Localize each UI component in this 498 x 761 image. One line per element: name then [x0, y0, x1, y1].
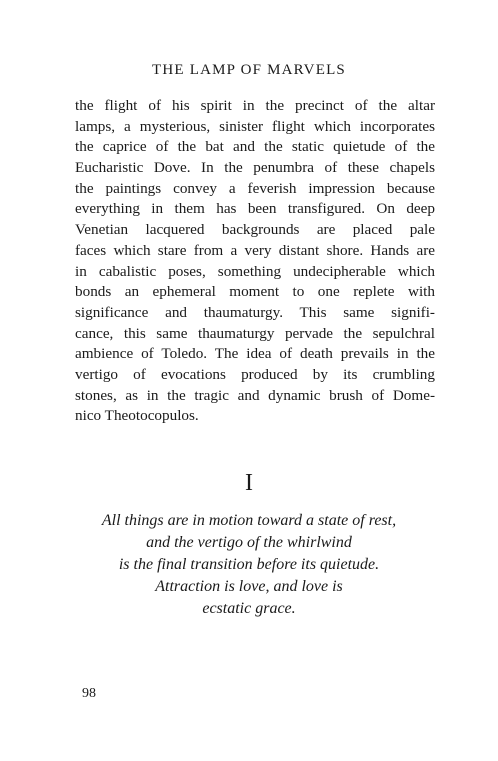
epigraph-line: and the vertigo of the whirlwind	[146, 534, 352, 551]
body-line: nico Theotocopulos.	[75, 407, 199, 425]
epigraph-line: All things are in motion toward a state of rest,	[101, 512, 397, 529]
body-line: everything in them has been transfigured. On deep	[75, 200, 435, 218]
body-line: ambience of Toledo. The idea of death prevails in the	[75, 345, 435, 363]
body-line: vertigo of evocations produced by its crumbling	[75, 365, 435, 383]
epigraph-line: ecstatic grace.	[202, 600, 296, 617]
body-line: the paintings convey a feverish impression because	[75, 179, 435, 197]
body-line: Venetian lacquered backgrounds are placed pale	[75, 221, 435, 239]
epigraph-line: is the final transition before its quietude.	[118, 556, 380, 573]
epigraph	[60, 510, 438, 620]
body-line: stones, as in the tragic and dynamic brush of Dome-	[75, 386, 435, 404]
body-line: faces which stare from a very distant shore. Hands are	[75, 241, 435, 259]
body-line: the caprice of the bat and the static quietude of the	[75, 138, 435, 156]
page-number: 98	[82, 686, 96, 701]
body-line: bonds an ephemeral moment to one replete with	[75, 283, 435, 301]
body-line: cance, this same thaumaturgy pervade the sepulchral	[75, 324, 435, 342]
body-line: in cabalistic poses, something undecipherable which	[75, 262, 435, 280]
body-paragraph	[75, 96, 435, 427]
section-numeral: I	[245, 470, 253, 496]
running-head: THE LAMP OF MARVELS	[152, 62, 346, 78]
body-line: Eucharistic Dove. In the penumbra of these chapels	[75, 159, 435, 177]
body-line: the flight of his spirit in the precinct of the altar	[75, 97, 435, 114]
body-line: lamps, a mysterious, sinister flight which incorporates	[75, 117, 435, 135]
body-line: significance and thaumaturgy. This same signifi-	[75, 303, 435, 321]
epigraph-line: Attraction is love, and love is	[155, 578, 343, 595]
